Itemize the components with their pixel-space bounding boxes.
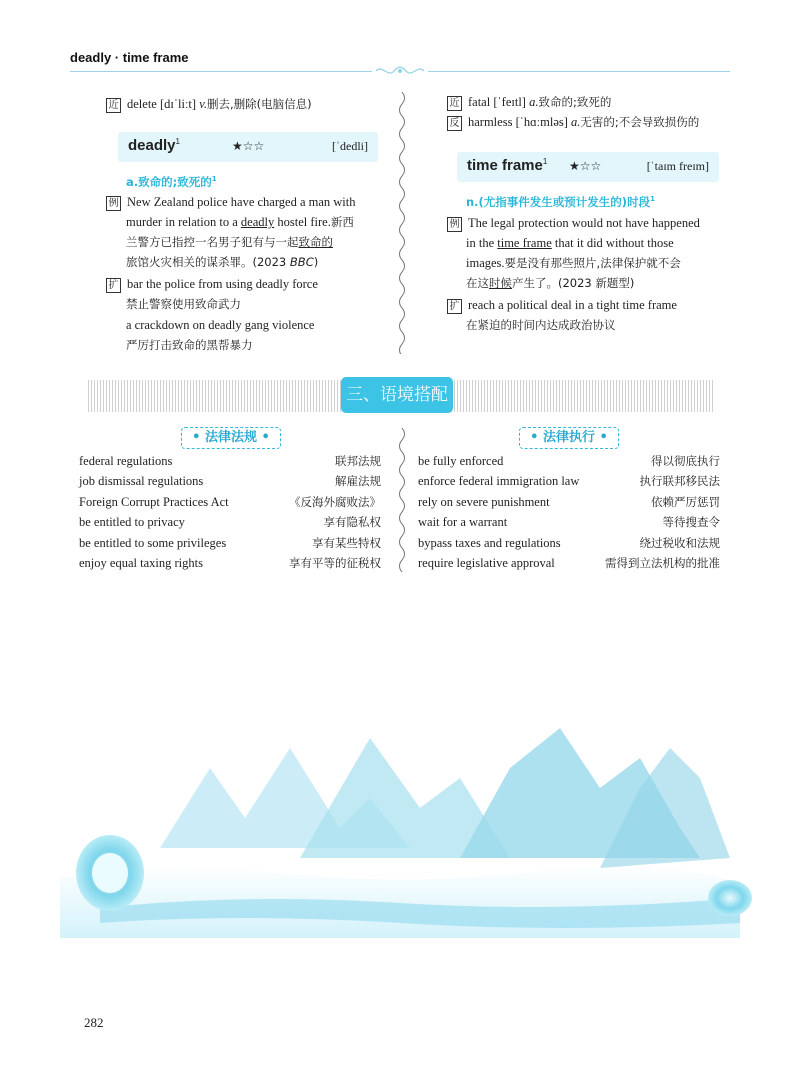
extend-cn-right: 在紧迫的时间内达成政治协议 [466, 318, 616, 332]
headword: deadly$^1$ [128, 137, 180, 154]
collocation-row: bypass taxes and regulations 绕过税收和法规 [418, 536, 720, 550]
sense-line-right: n.(尤指事件发生或预计发生的)时段$^1$ [466, 195, 655, 209]
headword-box [118, 132, 378, 162]
antonym-line: 反 harmless [ˈhɑːmləs] a.无害的;不会导致损伤的 [447, 113, 699, 131]
example-label: 例 [106, 196, 121, 211]
near-label: 近 [106, 98, 121, 113]
extend-line-2: a crackdown on deadly gang violence [126, 318, 315, 332]
pronunciation: [ˈtaɪm freɪm] [646, 159, 709, 173]
column-divider [395, 428, 409, 576]
section-title: 三、语境搭配 [341, 377, 453, 413]
collocation-row: Foreign Corrupt Practices Act 《反海外腐败法》 [79, 495, 381, 509]
collocation-row: enforce federal immigration law 执行联邦移民法 [418, 474, 720, 488]
example-line-4: 旅馆火灾相关的谋杀罪。(2023 BBC) [126, 255, 319, 269]
collocation-row: be entitled to some privileges 享有某些特权 [79, 536, 381, 550]
collocation-row: rely on severe punishment 依赖严厉惩罚 [418, 495, 720, 509]
extend-cn-2: 严厉打击致命的黑帮暴力 [126, 338, 253, 352]
collocation-row: federal regulations 联邦法规 [79, 454, 381, 468]
sense-line: a.致命的;致死的$^1$ [126, 175, 217, 189]
column-divider [395, 92, 409, 354]
collocation-row: wait for a warrant 等待搜查令 [418, 515, 720, 529]
extend-label: 扩 [106, 278, 121, 293]
collocation-row: job dismissal regulations 解雇法规 [79, 474, 381, 488]
pronunciation: [ˈdedli] [332, 139, 368, 153]
collocation-tag-right: • 法律执行 • [519, 427, 619, 449]
example-line-2: murder in relation to a deadly hostel fire.新西 [126, 215, 354, 229]
headword-box-right [457, 152, 719, 182]
example-line-1-right: 例 The legal protection would not have happened [447, 214, 700, 232]
example-line-4-right: 在这时候产生了。(2023 新题型) [466, 276, 635, 290]
extend-cn-1: 禁止警察使用致命武力 [126, 297, 241, 311]
example-line-3-right: images.要是没有那些照片,法律保护就不会 [466, 256, 681, 270]
frequency-stars: ★☆☆ [232, 139, 265, 153]
collocation-row: be fully enforced 得以彻底执行 [418, 454, 720, 468]
example-line-3: 兰警方已指控一名男子犯有与一起致命的 [126, 235, 333, 249]
example-line-2-right: in the time frame that it did without those [466, 236, 674, 250]
landscape-illustration [40, 708, 760, 938]
page-number: 282 [84, 1015, 104, 1030]
header-ornament [372, 64, 428, 78]
example-line-1: 例 New Zealand police have charged a man with [106, 193, 356, 211]
extend-line-right: 扩 reach a political deal in a tight time frame [447, 296, 677, 314]
near-line: 近 delete [dɪˈliːt] v.删去,删除(电脑信息) [106, 95, 312, 113]
extend-line-1: 扩 bar the police from using deadly force [106, 275, 318, 293]
collocation-row: require legislative approval 需得到立法机构的批准 [418, 556, 720, 570]
collocation-row: be entitled to privacy 享有隐私权 [79, 515, 381, 529]
near-line-right: 近 fatal [ˈfeɪtl] a.致命的;致死的 [447, 93, 611, 111]
collocation-tag-left: • 法律法规 • [181, 427, 281, 449]
running-header: deadly · time frame [70, 50, 189, 65]
collocation-row: enjoy equal taxing rights 享有平等的征税权 [79, 556, 381, 570]
frequency-stars: ★☆☆ [569, 159, 602, 173]
headword: time frame$^1$ [467, 157, 548, 174]
